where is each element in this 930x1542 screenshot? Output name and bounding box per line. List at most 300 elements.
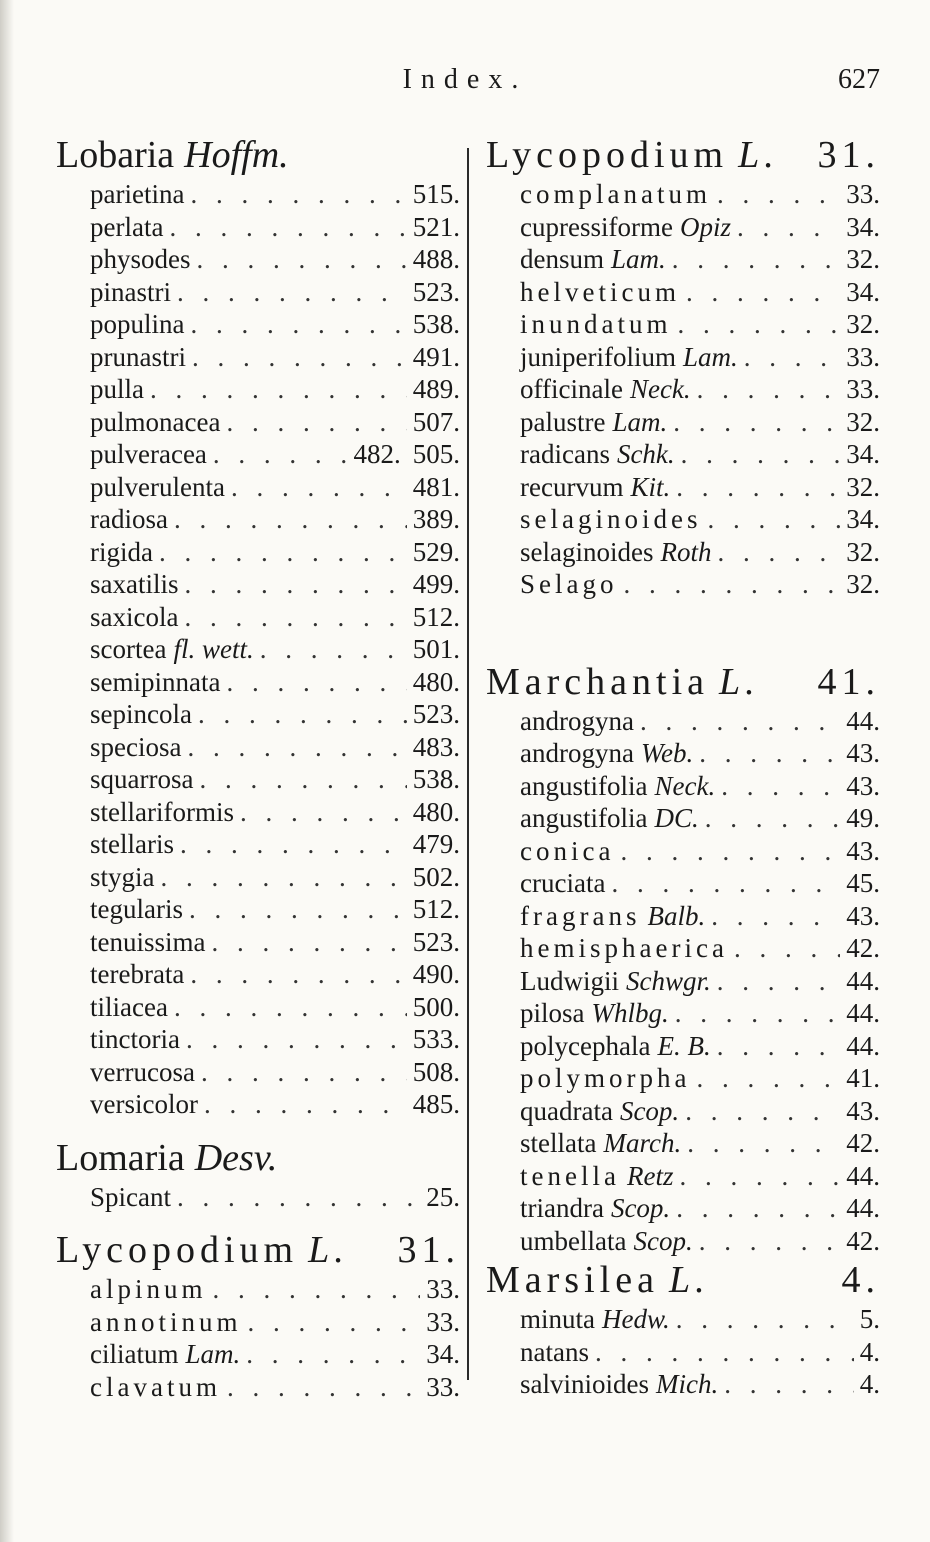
species-author: Roth bbox=[660, 536, 712, 567]
leader-dots bbox=[724, 1368, 854, 1401]
page-reference: 25. bbox=[426, 1181, 460, 1212]
species-name: densum bbox=[520, 244, 604, 274]
index-entry bbox=[56, 471, 460, 504]
species-name: speciosa bbox=[90, 731, 182, 762]
page-reference: 533. bbox=[412, 1024, 460, 1054]
leader-dots bbox=[624, 568, 841, 601]
page-reference: 479. bbox=[412, 829, 460, 859]
marsilea-species-list bbox=[486, 1303, 880, 1401]
index-entry bbox=[486, 536, 880, 569]
index-entry bbox=[486, 211, 880, 244]
index-entry bbox=[486, 1368, 880, 1401]
species-name: terebrata bbox=[90, 959, 185, 989]
index-entry bbox=[486, 341, 880, 374]
index-entry bbox=[486, 835, 880, 868]
genus-author: L. bbox=[308, 1229, 349, 1271]
page-reference: 43. bbox=[846, 1095, 880, 1126]
genus-page-number: 31. bbox=[817, 134, 880, 176]
page-reference: 508. bbox=[412, 1056, 460, 1087]
species-name: androgyna bbox=[520, 738, 634, 768]
page-edge-shadow bbox=[0, 0, 14, 1542]
page-reference: 33. bbox=[846, 374, 880, 404]
species-name: saxicola bbox=[90, 601, 179, 632]
index-entry bbox=[486, 243, 880, 276]
index-entry bbox=[56, 178, 460, 211]
genus-name: Lycopodium bbox=[486, 134, 729, 176]
right-column bbox=[486, 132, 880, 1401]
page-reference: 489. bbox=[412, 374, 460, 404]
leader-dots bbox=[696, 1062, 840, 1095]
page-reference: 32. bbox=[846, 569, 880, 599]
index-entry bbox=[486, 965, 880, 998]
leader-dots bbox=[717, 1030, 841, 1063]
page-reference: 44. bbox=[846, 1030, 880, 1061]
page-reference: 521. bbox=[412, 211, 460, 242]
page-reference: 44. bbox=[846, 1160, 880, 1191]
column-divider bbox=[467, 148, 469, 1380]
page-reference: 43. bbox=[846, 900, 880, 931]
species-name: tiliacea bbox=[90, 991, 168, 1022]
species-author: Mich. bbox=[656, 1369, 719, 1399]
genus-heading-lycopodium bbox=[56, 1227, 460, 1273]
page-reference: 43. bbox=[846, 770, 880, 801]
page-reference: 44. bbox=[846, 998, 880, 1028]
species-name: perlata bbox=[90, 211, 164, 242]
leader-dots bbox=[640, 705, 840, 738]
leader-dots bbox=[189, 893, 407, 926]
index-entry bbox=[56, 763, 460, 796]
species-name: annotinum bbox=[90, 1306, 242, 1337]
index-entry bbox=[56, 926, 460, 959]
left-column bbox=[56, 132, 460, 1403]
leader-dots bbox=[198, 698, 407, 731]
index-entry bbox=[486, 997, 880, 1030]
page-reference: 500. bbox=[412, 991, 460, 1022]
index-entry bbox=[56, 1056, 460, 1089]
leader-dots bbox=[678, 308, 841, 341]
page-header-title: Index. bbox=[402, 64, 528, 95]
genus-heading-lycopodium-cont bbox=[486, 132, 880, 178]
leader-dots bbox=[676, 471, 840, 504]
species-author: Hedw. bbox=[602, 1304, 670, 1334]
species-name: scortea bbox=[90, 634, 167, 664]
page-reference: 44. bbox=[846, 965, 880, 996]
index-entry bbox=[56, 536, 460, 569]
leader-dots bbox=[248, 1306, 421, 1339]
species-name: cruciata bbox=[520, 868, 606, 898]
leader-dots bbox=[711, 900, 840, 933]
index-entry bbox=[56, 991, 460, 1024]
species-name: tenella bbox=[520, 1160, 620, 1191]
species-name: stellariformis bbox=[90, 796, 234, 827]
leader-dots bbox=[204, 1088, 407, 1121]
index-entry bbox=[486, 568, 880, 601]
leader-dots bbox=[717, 965, 840, 998]
leader-dots bbox=[699, 737, 840, 770]
index-entry bbox=[56, 373, 460, 406]
species-author: DC. bbox=[654, 803, 699, 833]
species-name: tinctoria bbox=[90, 1024, 180, 1054]
index-entry bbox=[486, 1192, 880, 1225]
species-author: March. bbox=[603, 1128, 682, 1158]
index-entry bbox=[486, 932, 880, 965]
index-entry bbox=[56, 601, 460, 634]
index-entry bbox=[56, 438, 460, 471]
species-name: fragrans bbox=[520, 900, 641, 931]
species-name: stellata bbox=[520, 1128, 597, 1158]
index-entry bbox=[486, 471, 880, 504]
genus-heading-marsilea bbox=[486, 1257, 880, 1303]
page-reference: 44. bbox=[846, 705, 880, 736]
species-name: populina bbox=[90, 309, 185, 339]
page-reference: 33. bbox=[426, 1371, 460, 1402]
genus-author: Hoffm. bbox=[184, 134, 289, 176]
index-entry bbox=[486, 1127, 880, 1160]
species-author: E. B. bbox=[657, 1030, 711, 1061]
index-entry bbox=[56, 1338, 460, 1371]
leader-dots bbox=[734, 932, 840, 965]
genus-name: Lycopodium bbox=[56, 1229, 299, 1271]
page-reference: 481. bbox=[412, 471, 460, 502]
page-reference: 45. bbox=[846, 868, 880, 898]
genus-author: Desv. bbox=[194, 1136, 278, 1179]
page-reference: 538. bbox=[412, 764, 460, 794]
species-name: stellaris bbox=[90, 829, 174, 859]
leader-dots bbox=[177, 276, 407, 309]
index-entry bbox=[56, 1088, 460, 1121]
index-entry bbox=[56, 1023, 460, 1056]
page-reference: 523. bbox=[412, 926, 460, 957]
index-entry bbox=[486, 1336, 880, 1369]
genus-name: Marsilea bbox=[486, 1259, 659, 1301]
leader-dots bbox=[177, 1181, 420, 1214]
species-author: Scop. bbox=[633, 1225, 693, 1256]
leader-dots bbox=[192, 341, 407, 374]
genus-heading-lobaria bbox=[56, 132, 460, 178]
leader-dots bbox=[169, 211, 406, 244]
index-entry bbox=[486, 1062, 880, 1095]
page-reference: 34. bbox=[846, 504, 880, 534]
index-entry bbox=[56, 1273, 460, 1306]
marchantia-species-list bbox=[486, 705, 880, 1258]
leader-dots bbox=[721, 770, 840, 803]
cross-reference-page: 482. bbox=[353, 439, 401, 469]
species-author: Retz bbox=[626, 1160, 674, 1191]
leader-dots bbox=[174, 991, 407, 1024]
index-entry bbox=[486, 737, 880, 770]
species-name: juniperifolium bbox=[520, 341, 676, 372]
page-reference: 43. bbox=[846, 738, 880, 768]
leader-dots bbox=[190, 178, 406, 211]
leader-dots bbox=[744, 341, 841, 374]
species-author: Scop. bbox=[610, 1193, 671, 1223]
leader-dots bbox=[246, 1338, 420, 1371]
page-reference: 480. bbox=[412, 796, 460, 827]
leader-dots bbox=[227, 1371, 420, 1404]
species-name: stygia bbox=[90, 861, 155, 892]
leader-dots bbox=[184, 601, 406, 634]
leader-dots bbox=[186, 1023, 407, 1056]
page-reference: 32. bbox=[846, 536, 880, 567]
species-name: angustifolia bbox=[520, 803, 648, 833]
index-entry bbox=[486, 1225, 880, 1258]
page-reference: 4. bbox=[859, 1336, 880, 1367]
species-author: Lam. bbox=[611, 244, 666, 274]
genus-author: L. bbox=[738, 134, 779, 176]
leader-dots bbox=[226, 666, 406, 699]
index-entry bbox=[56, 276, 460, 309]
leader-dots bbox=[185, 568, 407, 601]
page-reference: 483. bbox=[412, 731, 460, 762]
species-name: parietina bbox=[90, 179, 185, 209]
species-name: salvinioides bbox=[520, 1369, 649, 1399]
species-name: rigida bbox=[90, 536, 153, 567]
page-reference: 512. bbox=[412, 601, 460, 632]
species-author: Neck. bbox=[629, 374, 691, 404]
page-reference: 32. bbox=[846, 406, 880, 437]
species-author: fl. wett. bbox=[173, 634, 254, 664]
index-entry bbox=[56, 211, 460, 244]
page-reference: 485. bbox=[412, 1089, 460, 1119]
page-reference: 34. bbox=[846, 211, 880, 242]
index-entry bbox=[56, 243, 460, 276]
leader-dots bbox=[676, 1192, 840, 1225]
species-name: recurvum bbox=[520, 471, 624, 502]
index-entry bbox=[486, 503, 880, 536]
index-entry bbox=[486, 373, 880, 406]
species-author: Lam. bbox=[682, 341, 738, 372]
species-name: Ludwigii bbox=[520, 965, 619, 996]
page-reference: 42. bbox=[846, 1225, 880, 1256]
page-reference: 49. bbox=[846, 803, 880, 833]
leader-dots bbox=[240, 796, 407, 829]
index-entry bbox=[56, 1181, 460, 1214]
index-entry bbox=[56, 698, 460, 731]
species-name: inundatum bbox=[520, 309, 672, 339]
page-reference: 507. bbox=[412, 406, 460, 437]
species-author: Scop. bbox=[619, 1095, 680, 1126]
index-entry bbox=[486, 1030, 880, 1063]
species-author: Web. bbox=[640, 738, 694, 768]
page-reference: 32. bbox=[846, 309, 880, 339]
page-reference: 502. bbox=[412, 861, 460, 892]
species-name: squarrosa bbox=[90, 764, 194, 794]
species-name: natans bbox=[520, 1336, 589, 1367]
species-name: helveticum bbox=[520, 276, 680, 307]
index-entry bbox=[56, 731, 460, 764]
species-author: Balb. bbox=[647, 900, 706, 931]
index-entry bbox=[486, 406, 880, 439]
species-name: complanatum bbox=[520, 179, 711, 209]
lomaria-species-list bbox=[56, 1181, 460, 1214]
page-reference: 488. bbox=[412, 244, 460, 274]
index-entry bbox=[486, 770, 880, 803]
species-name: sepincola bbox=[90, 699, 192, 729]
leader-dots bbox=[213, 438, 348, 471]
page-reference: 32. bbox=[846, 244, 880, 274]
page-reference: 33. bbox=[426, 1306, 460, 1337]
leader-dots bbox=[672, 243, 840, 276]
species-name: versicolor bbox=[90, 1089, 198, 1119]
species-name: selaginoides bbox=[520, 504, 702, 534]
genus-page-number: 4. bbox=[841, 1259, 880, 1301]
page-reference: 32. bbox=[846, 471, 880, 502]
index-entry bbox=[56, 1371, 460, 1404]
page-reference: 42. bbox=[846, 933, 880, 963]
page-reference: 529. bbox=[412, 536, 460, 567]
species-name: Spicant bbox=[90, 1181, 171, 1212]
species-author: Kit. bbox=[630, 471, 671, 502]
index-entry bbox=[486, 802, 880, 835]
index-entry bbox=[56, 958, 460, 991]
genus-author: L. bbox=[668, 1259, 710, 1301]
index-entry bbox=[56, 568, 460, 601]
species-name: polymorpha bbox=[520, 1063, 691, 1093]
index-entry bbox=[56, 341, 460, 374]
index-entry bbox=[56, 893, 460, 926]
species-name: officinale bbox=[520, 374, 623, 404]
page-number: 627 bbox=[838, 64, 880, 95]
leader-dots bbox=[190, 958, 406, 991]
species-name: umbellata bbox=[520, 1225, 627, 1256]
page-reference: 5. bbox=[859, 1304, 880, 1334]
species-name: conica bbox=[520, 835, 615, 866]
species-name: pulla bbox=[90, 374, 144, 404]
leader-dots bbox=[673, 406, 840, 439]
leader-dots bbox=[260, 633, 407, 666]
page-reference: 4. bbox=[859, 1369, 880, 1399]
species-name: angustifolia bbox=[520, 770, 648, 801]
index-entry bbox=[486, 1160, 880, 1193]
species-author: Whlbg. bbox=[591, 998, 669, 1028]
species-name: minuta bbox=[520, 1304, 595, 1334]
page-reference: 505. bbox=[412, 439, 460, 469]
page-reference: 41. bbox=[846, 1063, 880, 1093]
genus-name: Marchantia bbox=[486, 660, 710, 703]
page-reference: 34. bbox=[846, 439, 880, 469]
species-name: tegularis bbox=[90, 894, 183, 924]
leader-dots bbox=[201, 1056, 407, 1089]
leader-dots bbox=[226, 406, 406, 439]
leader-dots bbox=[679, 1160, 840, 1193]
species-name: semipinnata bbox=[90, 666, 221, 697]
genus-page-number: 31. bbox=[397, 1229, 460, 1271]
page-reference: 523. bbox=[412, 699, 460, 729]
species-name: verrucosa bbox=[90, 1056, 195, 1087]
page-reference: 34. bbox=[426, 1339, 460, 1369]
index-entry bbox=[486, 1303, 880, 1336]
species-name: saxatilis bbox=[90, 569, 179, 599]
leader-dots bbox=[676, 1303, 854, 1336]
species-name: radiosa bbox=[90, 504, 168, 534]
species-author: Neck. bbox=[654, 770, 716, 801]
page-reference: 515. bbox=[412, 179, 460, 209]
page-reference: 499. bbox=[412, 569, 460, 599]
species-name: physodes bbox=[90, 244, 191, 274]
species-name: pilosa bbox=[520, 998, 585, 1028]
page-reference: 523. bbox=[412, 276, 460, 307]
genus-heading-marchantia bbox=[486, 659, 880, 705]
species-name: tenuissima bbox=[90, 926, 206, 957]
index-entry bbox=[486, 178, 880, 211]
leader-dots bbox=[595, 1336, 854, 1369]
index-entry bbox=[486, 438, 880, 471]
leader-dots bbox=[180, 828, 407, 861]
page-reference: 44. bbox=[846, 1193, 880, 1223]
leader-dots bbox=[187, 731, 406, 764]
page-reference: 42. bbox=[846, 1128, 880, 1158]
species-name: pulmonacea bbox=[90, 406, 221, 437]
species-name: clavatum bbox=[90, 1371, 221, 1402]
index-entry bbox=[486, 1095, 880, 1128]
species-name: ciliatum bbox=[90, 1339, 179, 1369]
index-entry bbox=[486, 900, 880, 933]
page-reference: 34. bbox=[846, 276, 880, 307]
index-entry bbox=[486, 867, 880, 900]
page-reference: 501. bbox=[412, 634, 460, 664]
leader-dots bbox=[686, 276, 840, 309]
species-name: triandra bbox=[520, 1193, 604, 1223]
species-author: Lam. bbox=[612, 406, 668, 437]
leader-dots bbox=[212, 926, 407, 959]
leader-dots bbox=[191, 308, 407, 341]
leader-dots bbox=[213, 1273, 421, 1306]
index-entry bbox=[56, 1306, 460, 1339]
leader-dots bbox=[685, 1095, 840, 1128]
page-reference: 33. bbox=[846, 179, 880, 209]
species-name: alpinum bbox=[90, 1274, 207, 1304]
index-entry bbox=[56, 796, 460, 829]
leader-dots bbox=[737, 211, 840, 244]
leader-dots bbox=[199, 763, 406, 796]
page-reference: 33. bbox=[846, 341, 880, 372]
lycopodium-species-list-right bbox=[486, 178, 880, 601]
species-name: hemisphaerica bbox=[520, 933, 728, 963]
index-entry bbox=[56, 666, 460, 699]
leader-dots bbox=[717, 536, 840, 569]
species-name: prunastri bbox=[90, 341, 186, 372]
leader-dots bbox=[620, 835, 840, 868]
index-entry bbox=[56, 406, 460, 439]
species-name: radicans bbox=[520, 439, 610, 469]
page-reference: 389. bbox=[412, 504, 460, 534]
page-reference: 538. bbox=[412, 309, 460, 339]
index-entry bbox=[56, 828, 460, 861]
index-entry bbox=[486, 308, 880, 341]
species-name: palustre bbox=[520, 406, 606, 437]
species-author: Lam. bbox=[185, 1339, 241, 1369]
genus-heading-lomaria bbox=[56, 1135, 460, 1181]
species-name: pulverulenta bbox=[90, 471, 225, 502]
leader-dots bbox=[707, 503, 840, 536]
page-reference: 43. bbox=[846, 835, 880, 866]
leader-dots bbox=[699, 1225, 841, 1258]
page-reference: 512. bbox=[412, 894, 460, 924]
index-entry bbox=[56, 633, 460, 666]
page-reference: 490. bbox=[412, 959, 460, 989]
leader-dots bbox=[687, 1127, 840, 1160]
species-name: pulveracea bbox=[90, 439, 207, 469]
leader-dots bbox=[611, 867, 840, 900]
leader-dots bbox=[197, 243, 407, 276]
leader-dots bbox=[697, 373, 841, 406]
index-entry bbox=[56, 308, 460, 341]
leader-dots bbox=[681, 438, 841, 471]
page-reference: 33. bbox=[426, 1274, 460, 1304]
species-name: pinastri bbox=[90, 276, 171, 307]
leader-dots bbox=[174, 503, 407, 536]
genus-name: Lomaria bbox=[56, 1136, 185, 1179]
